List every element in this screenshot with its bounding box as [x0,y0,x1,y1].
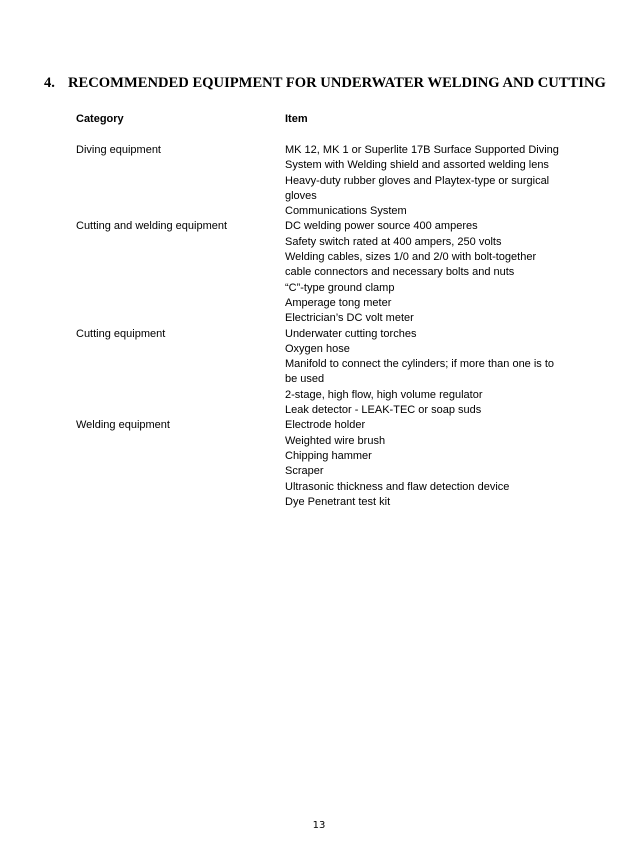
category-cell: Cutting equipment [76,327,166,340]
items-cell [285,418,575,510]
items-cell [285,143,575,219]
category-cell: Diving equipment [76,144,161,156]
item-line: Chipping hammer [285,449,372,462]
item-line: Heavy-duty rubber gloves and Playtex-type or surgical [285,174,550,187]
item-line: 2-stage, high flow, high volume regulator [285,388,483,401]
item-line: Safety switch rated at 400 ampers, 250 volts [285,235,502,248]
item-line: be used [285,373,325,386]
item-line: System with Welding shield and assorted welding lens [285,159,549,172]
item-line: Dye Penetrant test kit [285,495,391,508]
page-number: 13 [312,820,326,831]
table-row-cutting [76,327,576,419]
item-line: DC welding power source 400 amperes [285,220,478,233]
item-line: Welding cables, sizes 1/0 and 2/0 with bolt-together [285,251,537,264]
section-heading [44,74,606,92]
item-line: Electrician’s DC volt meter [285,312,414,325]
items-cell [285,219,575,326]
item-line: MK 12, MK 1 or Superlite 17B Surface Supported Diving [285,144,559,156]
item-line: Manifold to connect the cylinders; if more than one is to [285,358,555,371]
items-cell [285,327,575,419]
item-line: Oxygen hose [285,342,350,355]
section-title: RECOMMENDED EQUIPMENT FOR UNDERWATER WELDING AND CUTTING [68,75,606,91]
item-line: Scraper [285,465,324,478]
item-line: “C”-type ground clamp [285,281,395,294]
item-line: Amperage tong meter [285,296,392,309]
item-line: Weighted wire brush [285,434,386,447]
section-number: 4. [44,75,55,91]
item-line: gloves [285,189,317,202]
category-cell: Welding equipment [76,419,170,432]
table-row-diving [76,143,576,219]
item-line: Ultrasonic thickness and flaw detection device [285,480,510,493]
item-line: cable connectors and necessary bolts and nuts [285,266,515,279]
category-cell: Cutting and welding equipment [76,220,228,233]
table-row-cutting-and-welding [76,219,576,326]
item-line: Communications System [285,205,407,218]
column-header-item: Item [285,113,308,125]
equipment-table [76,143,576,510]
item-line: Leak detector - LEAK-TEC or soap suds [285,404,482,417]
item-line: Electrode holder [285,419,366,432]
column-header-category: Category [76,113,124,125]
table-row-welding [76,418,576,510]
item-line: Underwater cutting torches [285,327,417,340]
